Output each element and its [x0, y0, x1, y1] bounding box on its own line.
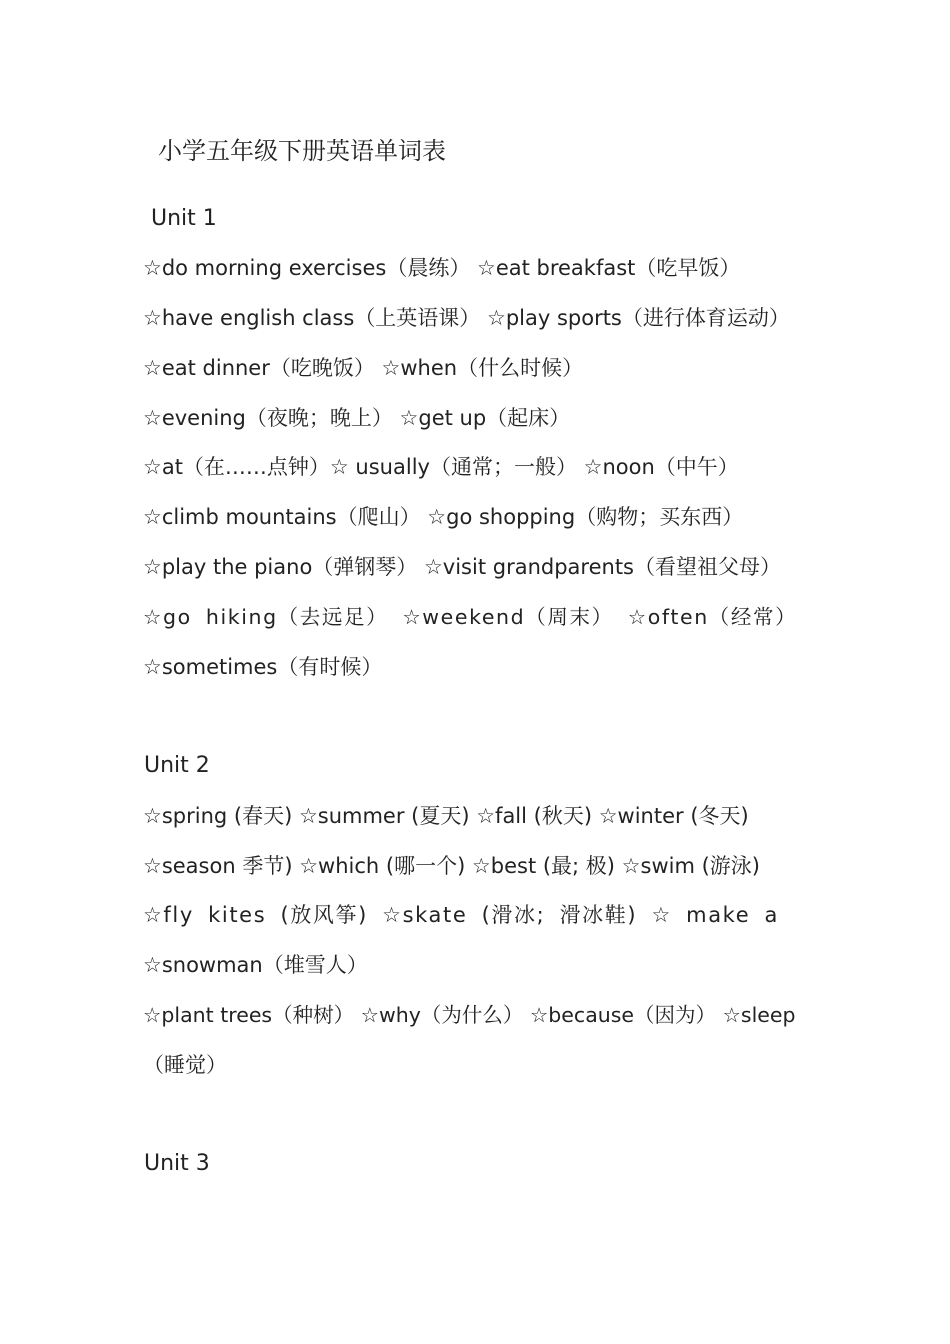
unit-1-line-9: ☆sometimes（有时候） — [143, 655, 383, 679]
unit-2-line-1: ☆spring (春天) ☆summer (夏天) ☆fall (秋天) ☆winter (冬天) — [143, 804, 749, 828]
unit-1-line-2: ☆have english class（上英语课） ☆play sports（进行体育运动） — [143, 306, 790, 330]
unit-1-line-3: ☆eat dinner（吃晚饭） ☆when（什么时候） — [143, 356, 584, 380]
unit-1-line-7: ☆play the piano（弹钢琴） ☆visit grandparents（看望祖父母） — [143, 555, 781, 579]
unit-2-line-6: （睡觉） — [143, 1053, 227, 1077]
unit-1-heading: Unit 1 — [151, 206, 217, 231]
unit-2-heading: Unit 2 — [144, 753, 210, 778]
unit-1-line-1: ☆do morning exercises（晨练） ☆eat breakfast（吃早饭） — [143, 256, 741, 280]
unit-1-line-6: ☆climb mountains（爬山） ☆go shopping（购物；买东西） — [143, 505, 744, 529]
unit-2-line-2: ☆season 季节) ☆which (哪一个) ☆best (最; 极) ☆swim (游泳) — [143, 854, 760, 878]
unit-2-line-4: ☆snowman（堆雪人） — [143, 953, 368, 977]
unit-1-line-4: ☆evening（夜晚；晚上） ☆get up（起床） — [143, 406, 571, 430]
unit-2-line-5: ☆plant trees（种树） ☆why（为什么） ☆because（因为） ☆sleep — [143, 1003, 796, 1027]
unit-1-line-5: ☆at（在……点钟）☆ usually（通常；一般） ☆noon（中午） — [143, 455, 739, 479]
unit-3-heading: Unit 3 — [144, 1151, 210, 1176]
page-title: 小学五年级下册英语单词表 — [158, 137, 446, 165]
unit-1-line-8: ☆go hiking（去远足） ☆weekend（周末） ☆often（经常） — [143, 605, 798, 629]
unit-2-line-3: ☆fly kites (放风筝) ☆skate (滑冰; 滑冰鞋) ☆ make a — [143, 903, 779, 927]
